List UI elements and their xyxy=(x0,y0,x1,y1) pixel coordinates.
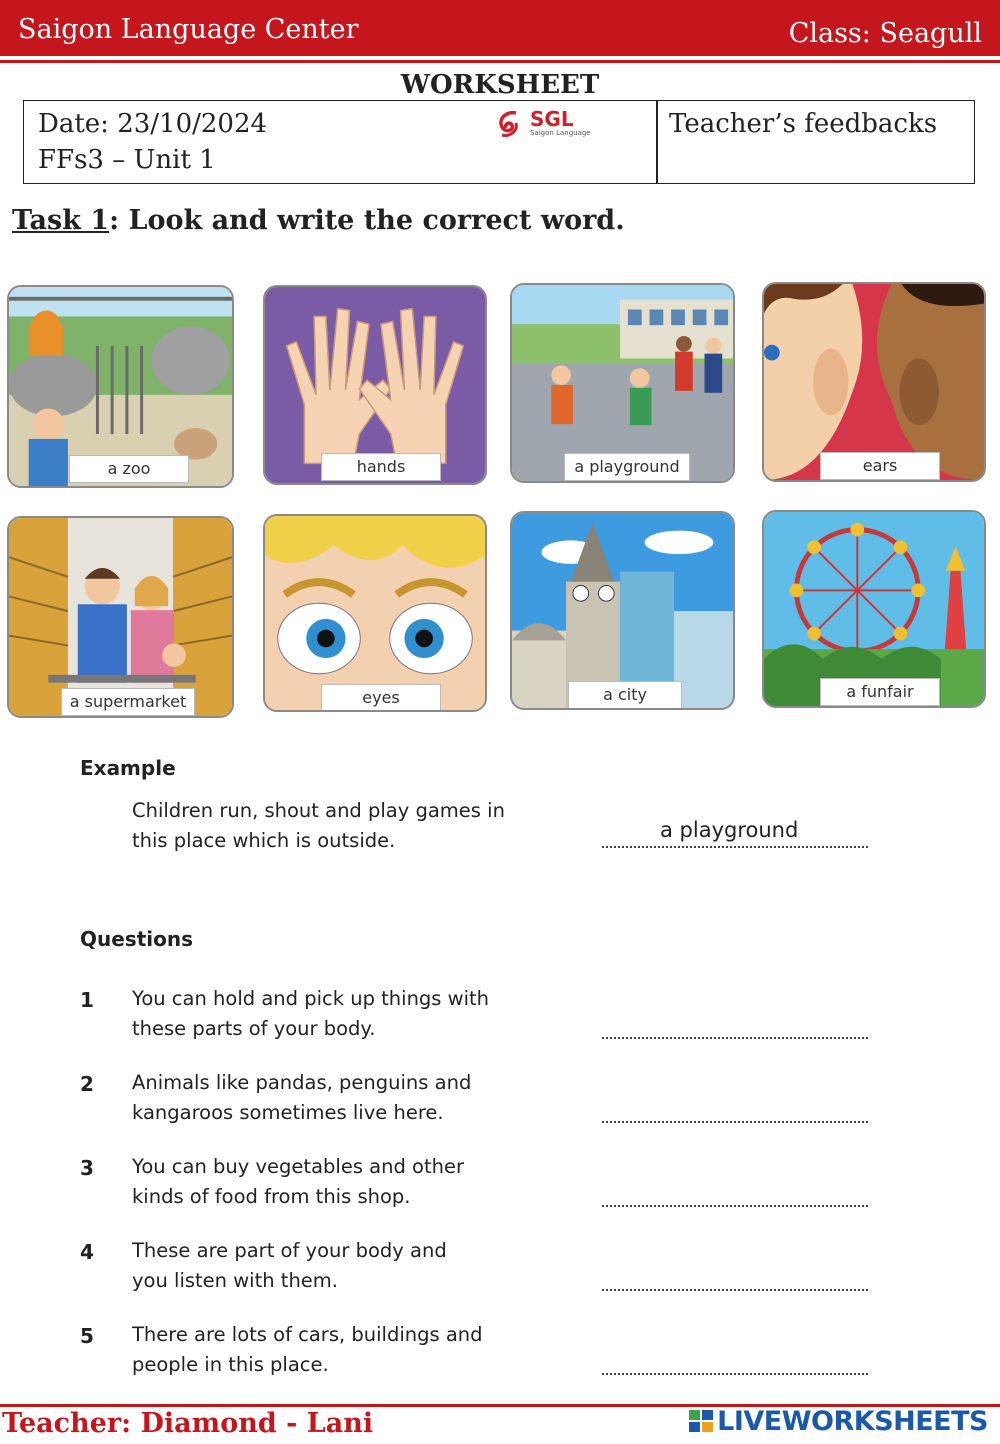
liveworksheets-brand xyxy=(689,1406,988,1437)
question-text xyxy=(132,1236,552,1296)
question-line: people in this place. xyxy=(132,1353,329,1376)
city-picture xyxy=(510,511,735,710)
task-text: : Look and write the correct word. xyxy=(109,205,625,236)
liveworksheets-logo-icon xyxy=(689,1410,713,1432)
question-line: Animals like pandas, penguins and xyxy=(132,1071,472,1094)
question-text xyxy=(132,1068,552,1128)
picture-label: a zoo xyxy=(69,455,189,483)
hands-picture xyxy=(263,285,487,485)
zoo-picture xyxy=(7,285,234,488)
question-number: 5 xyxy=(80,1324,94,1348)
logo-subtext: Saigon Language xyxy=(530,129,591,137)
eyes-picture xyxy=(263,514,487,712)
answer-input-2[interactable] xyxy=(602,1121,868,1123)
example-line: Children run, shout and play games in xyxy=(132,799,505,822)
class-label: Class: Seagull xyxy=(788,18,982,49)
question-line: kinds of food from this shop. xyxy=(132,1185,411,1208)
question-line: kangaroos sometimes live here. xyxy=(132,1101,444,1124)
picture-label: a supermarket xyxy=(61,688,195,716)
picture-label: hands xyxy=(321,453,441,481)
answer-input-1[interactable] xyxy=(602,1037,868,1039)
sgl-logo xyxy=(492,107,592,143)
ears-picture xyxy=(762,282,986,482)
question-line: There are lots of cars, buildings and xyxy=(132,1323,483,1346)
logo-text: SGL xyxy=(530,107,574,131)
header-bar xyxy=(0,0,1000,56)
task-prefix: Task 1 xyxy=(12,205,110,236)
picture-label: a funfair xyxy=(820,678,940,706)
funfair-picture xyxy=(762,510,986,708)
question-line: these parts of your body. xyxy=(132,1017,376,1040)
question-line: These are part of your body and xyxy=(132,1239,447,1262)
example-heading: Example xyxy=(80,756,176,780)
center-name: Saigon Language Center xyxy=(18,14,359,45)
answer-input-3[interactable] xyxy=(602,1205,868,1207)
answer-input-5[interactable] xyxy=(602,1373,868,1375)
question-text xyxy=(132,1320,552,1380)
question-line: You can buy vegetables and other xyxy=(132,1155,465,1178)
unit-text: FFs3 – Unit 1 xyxy=(38,145,216,175)
sgl-logo-icon xyxy=(492,107,526,141)
feedback-label: Teacher’s feedbacks xyxy=(669,109,938,139)
picture-label: ears xyxy=(820,452,940,480)
worksheet-title: WORKSHEET xyxy=(400,70,600,100)
picture-label: a city xyxy=(568,681,682,709)
date-text: Date: 23/10/2024 xyxy=(38,109,268,139)
question-number: 4 xyxy=(80,1240,94,1264)
question-number: 3 xyxy=(80,1156,94,1180)
questions-heading: Questions xyxy=(80,927,194,951)
info-box xyxy=(23,100,975,184)
question-text xyxy=(132,984,552,1044)
teacher-name: Teacher: Diamond - Lani xyxy=(2,1408,374,1439)
supermarket-picture xyxy=(7,516,234,718)
header-rule xyxy=(0,60,1000,63)
example-answer: a playground xyxy=(660,818,799,842)
question-line: you listen with them. xyxy=(132,1269,338,1292)
example-line: this place which is outside. xyxy=(132,829,396,852)
answer-input-4[interactable] xyxy=(602,1289,868,1291)
task-title xyxy=(12,205,625,236)
question-number: 2 xyxy=(80,1072,94,1096)
info-divider xyxy=(656,101,658,183)
question-line: You can hold and pick up things with xyxy=(132,987,490,1010)
question-text xyxy=(132,1152,552,1212)
picture-label: a playground xyxy=(564,453,690,481)
picture-label: eyes xyxy=(321,684,441,712)
question-number: 1 xyxy=(80,988,94,1012)
playground-picture xyxy=(510,283,735,483)
example-answer-line xyxy=(602,846,868,848)
brand-text: LIVEWORKSHEETS xyxy=(717,1406,988,1437)
example-text xyxy=(132,796,552,856)
